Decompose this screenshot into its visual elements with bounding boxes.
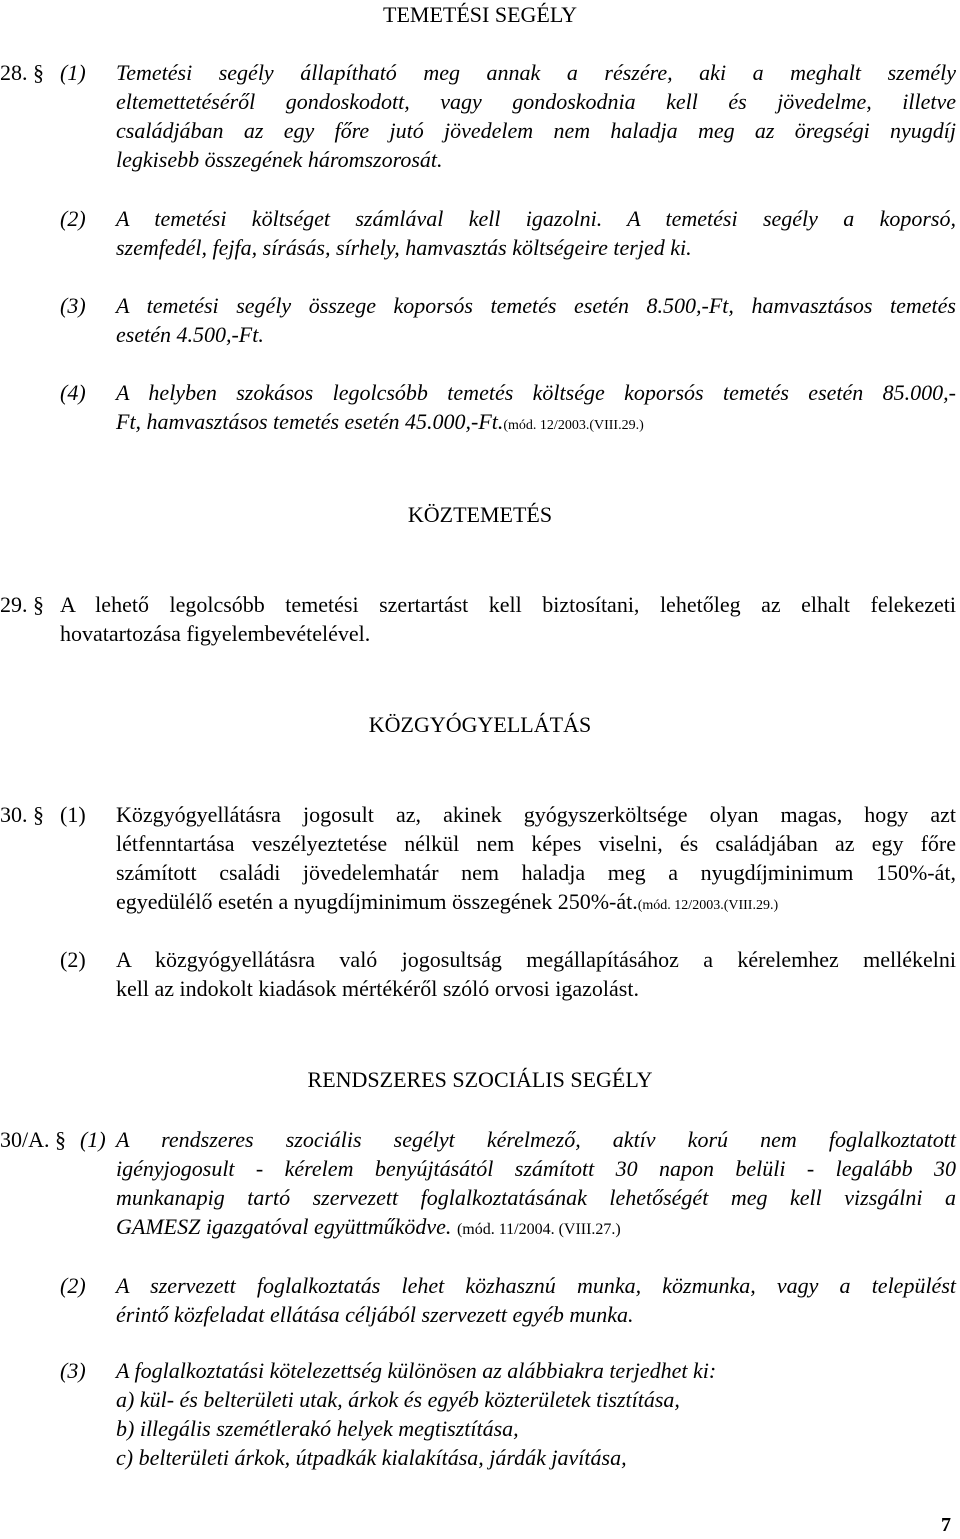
list-item-b: b) illegális szemétlerakó helyek megtisztítása, bbox=[116, 1416, 519, 1441]
s30a-p3-line: A foglalkoztatási kötelezettség különösen az alábbiakra terjedhet ki: bbox=[116, 1358, 717, 1383]
section-sign: § bbox=[55, 1127, 66, 1152]
s30a-p1-line: A rendszeres szociális segélyt kérelmező, aktív korú nem foglalkoztatott bbox=[116, 1127, 956, 1152]
s29-line: A lehető legolcsóbb temetési szertartást kell biztosítani, lehetőleg az elhalt felekezeti bbox=[60, 592, 956, 617]
amendment-note: (mód. 12/2003.(VIII.29.) bbox=[503, 418, 644, 433]
list-item-c: c) belterületi árkok, útpadkák kialakítása, járdák javítása, bbox=[116, 1445, 627, 1470]
s28-p1-line: Temetési segély állapítható meg annak a részére, aki a meghalt személy bbox=[116, 60, 956, 85]
s30a-p2-label: (2) bbox=[60, 1273, 86, 1298]
s30a-p2-line: A szervezett foglalkoztatás lehet közhasznú munka, közmunka, vagy a települést bbox=[116, 1273, 956, 1298]
amendment-note: (mód. 12/2003.(VIII.29.) bbox=[637, 898, 779, 913]
heading-temetesi-segely: TEMETÉSI SEGÉLY bbox=[383, 2, 577, 27]
heading-koztemetes: KÖZTEMETÉS bbox=[407, 502, 553, 527]
list-item-a: a) kül- és belterületi utak, árkok és egyéb közterületek tisztítása, bbox=[116, 1387, 680, 1412]
s30-p1-line: számított családi jövedelemhatár nem haladja meg a nyugdíjminimum 150%-át, bbox=[116, 860, 956, 885]
amendment-note: (mód. 11/2004. (VIII.27.) bbox=[456, 1221, 621, 1238]
s28-p1-line: családjában az egy főre jutó jövedelem nem haladja meg az öregségi nyugdíj bbox=[116, 118, 956, 143]
section-28-number bbox=[0, 58, 44, 87]
s30a-p3-label: (3) bbox=[60, 1358, 86, 1383]
s28-p3-line: A temetési segély összege koporsós temetés esetén 8.500,-Ft, hamvasztásos temetés bbox=[116, 293, 956, 318]
s30a-p1-line: igényjogosult - kérelem benyújtásától számított 30 napon belüli - legalább 30 bbox=[116, 1156, 956, 1181]
section-29-number bbox=[0, 590, 44, 619]
section-sign: § bbox=[33, 60, 44, 85]
page-number: 7 bbox=[941, 1514, 951, 1536]
s30-p1-label: (1) bbox=[60, 802, 86, 827]
s30-p1-line: létfenntartása veszélyeztetése nélkül nem képes viselni, és családjában az egy főre bbox=[116, 831, 956, 856]
s30a-p2-line: érintő közfeladat ellátása céljából szervezett egyéb munka. bbox=[116, 1302, 634, 1327]
s28-p3-label: (3) bbox=[60, 293, 86, 318]
heading-kozgyogyellatas: KÖZGYÓGYELLÁTÁS bbox=[368, 712, 592, 737]
s30a-p1-line: munkanapig tartó szervezett foglalkoztatásának lehetőségét meg kell vizsgálni a bbox=[116, 1185, 956, 1210]
s28-p2-label: (2) bbox=[60, 206, 86, 231]
s29-line: hovatartozása figyelembevételével. bbox=[60, 621, 371, 646]
s30a-p1-line bbox=[116, 1212, 621, 1244]
s28-p4-line: A helyben szokásos legolcsóbb temetés költsége koporsós temetés esetén 85.000,- bbox=[116, 380, 956, 405]
s30a-p1-label: (1) bbox=[80, 1127, 106, 1152]
section-30-number bbox=[0, 800, 44, 829]
s28-p1-line: legkisebb összegének háromszorosát. bbox=[116, 147, 443, 172]
s28-p3-line: esetén 4.500,-Ft. bbox=[116, 322, 264, 347]
section-30a-number bbox=[0, 1125, 66, 1154]
s30-p1-text: egyedülélő esetén a nyugdíjminimum összegének 250%-át. bbox=[116, 889, 638, 914]
s28-p4-line bbox=[116, 407, 644, 440]
s30-p2-label: (2) bbox=[60, 947, 86, 972]
section-number: 30. bbox=[0, 802, 28, 827]
section-sign: § bbox=[33, 802, 44, 827]
s28-p1-line: eltemettetéséről gondoskodott, vagy gondoskodnia kell és jövedelme, illetve bbox=[116, 89, 956, 114]
s28-p4-label: (4) bbox=[60, 380, 86, 405]
section-number: 30/A. bbox=[0, 1127, 50, 1152]
heading-rendszeres-szocialis-segely: RENDSZERES SZOCIÁLIS SEGÉLY bbox=[307, 1067, 653, 1092]
s30-p1-line bbox=[116, 887, 778, 920]
s28-p4-text: Ft, hamvasztásos temetés esetén 45.000,-Ft. bbox=[116, 409, 504, 434]
s30-p2-line: kell az indokolt kiadások mértékéről szóló orvosi igazolást. bbox=[116, 976, 639, 1001]
s30-p2-line: A közgyógyellátásra való jogosultság megállapításához a kérelemhez mellékelni bbox=[116, 947, 956, 972]
s28-p2-line: A temetési költséget számlával kell igazolni. A temetési segély a koporsó, bbox=[116, 206, 956, 231]
s30-p1-line: Közgyógyellátásra jogosult az, akinek gyógyszerköltsége olyan magas, hogy azt bbox=[116, 802, 956, 827]
section-number: 28. bbox=[0, 60, 28, 85]
s28-p2-line: szemfedél, fejfa, sírásás, sírhely, hamvasztás költségeire terjed ki. bbox=[116, 235, 692, 260]
section-sign: § bbox=[33, 592, 44, 617]
section-number: 29. bbox=[0, 592, 28, 617]
s28-p1-label: (1) bbox=[60, 60, 86, 85]
s30a-p1-text: GAMESZ igazgatóval együttműködve. bbox=[116, 1214, 452, 1239]
